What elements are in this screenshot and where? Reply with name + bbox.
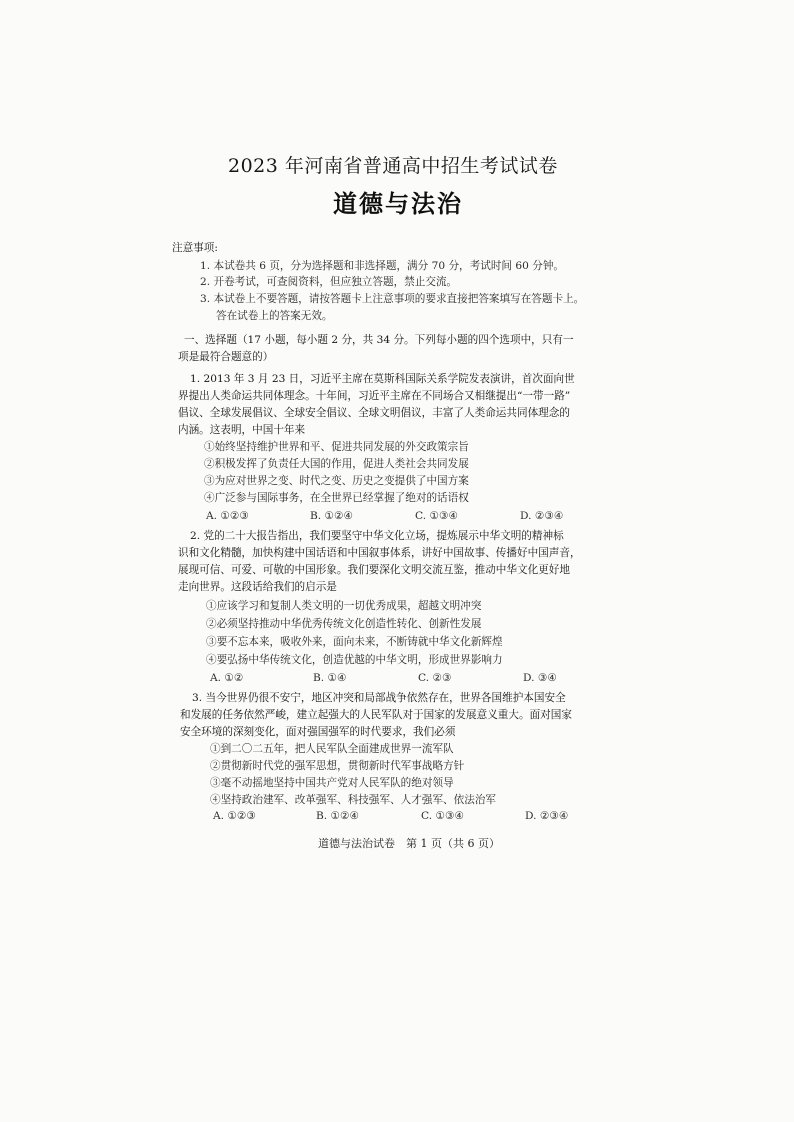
notice-heading: 注意事项: bbox=[172, 242, 218, 254]
question-stem: 3. 当今世界仍很不安宁，地区冲突和局部战争依然存在，世界各国维护本国安全 bbox=[192, 692, 566, 704]
statement: ①应该学习和复制人类文明的一切优秀成果，超越文明冲突 bbox=[206, 600, 482, 612]
statement: ③毫不动摇地坚持中国共产党对人民军队的绝对领导 bbox=[210, 777, 454, 789]
option-b: B. ①④ bbox=[313, 672, 347, 684]
statement: ④坚持政治建军、改革强军、科技强军、人才强军、依法治军 bbox=[210, 794, 497, 806]
section-heading-cont: 项是最符合题意的） bbox=[178, 351, 274, 363]
option-a: A. ①② bbox=[210, 672, 244, 684]
option-a: A. ①②③ bbox=[213, 810, 256, 822]
subject-title: 道德与法治 bbox=[333, 189, 463, 218]
option-c: C. ①③④ bbox=[421, 810, 464, 822]
notice-item: 1. 本试卷共 6 页，分为选择题和非选择题，满分 70 分，考试时间 60 分钟。 bbox=[200, 260, 565, 272]
question-stem: 和发展的任务依然严峻，建立起强大的人民军队对于国家的发展意义重大。面对国家 bbox=[180, 709, 572, 721]
notice-item: 3. 本试卷上不要答题，请按答题卡上注意事项的要求直接把答案填写在答题卡上。 bbox=[200, 293, 585, 305]
question-stem: 倡议、全球发展倡议、全球安全倡议、全球文明倡议，丰富了人类命运共同体理念的 bbox=[178, 407, 570, 419]
statement: ①到二〇二五年，把人民军队全面建成世界一流军队 bbox=[210, 743, 454, 755]
question-stem: 走向世界。这段话给我们的启示是 bbox=[178, 581, 337, 593]
option-a: A. ①②③ bbox=[206, 510, 249, 522]
statement: ④广泛参与国际事务，在全世界已经掌握了绝对的话语权 bbox=[204, 492, 469, 504]
statement: ③为应对世界之变、时代之变、历史之变提供了中国方案 bbox=[204, 475, 469, 487]
exam-title: 2023 年河南省普通高中招生考试试卷 bbox=[228, 155, 558, 177]
page-footer: 道德与法治试卷 第 1 页（共 6 页） bbox=[318, 837, 500, 850]
statement: ②积极发挥了负责任大国的作用，促进人类社会共同发展 bbox=[204, 458, 469, 470]
question-stem: 展现可信、可爱、可敬的中国形象。我们要深化文明交流互鉴，推动中华文化更好地 bbox=[178, 564, 570, 576]
option-c: C. ①③④ bbox=[415, 510, 458, 522]
statement: ④要弘扬中华传统文化，创造优越的中华文明，形成世界影响力 bbox=[206, 654, 503, 666]
option-b: B. ①②④ bbox=[310, 510, 354, 522]
answer-options bbox=[0, 511, 794, 523]
section-heading: 一、选择题（17 小题，每小题 2 分，共 34 分。下列每小题的四个选项中，只有一 bbox=[184, 334, 574, 346]
question-stem: 识和文化精髓，加快构建中国话语和中国叙事体系，讲好中国故事、传播好中国声音， bbox=[178, 547, 581, 559]
notice-item: 答在试卷上的答案无效。 bbox=[216, 310, 333, 322]
question-stem: 2. 党的二十大报告指出，我们要坚守中华文化立场，提炼展示中华文明的精神标 bbox=[190, 530, 564, 542]
statement: ②必须坚持推动中华优秀传统文化创造性转化、创新性发展 bbox=[206, 618, 482, 630]
question-stem: 1. 2013 年 3 月 23 日，习近平主席在莫斯科国际关系学院发表演讲，首次面向世 bbox=[190, 373, 575, 385]
question-stem: 内涵。这表明，中国十年来 bbox=[178, 424, 306, 436]
option-d: D. ③④ bbox=[523, 672, 557, 684]
statement: ②贯彻新时代党的强军思想，贯彻新时代军事战略方针 bbox=[210, 760, 465, 772]
option-b: B. ①②④ bbox=[316, 810, 360, 822]
answer-options bbox=[0, 811, 794, 823]
answer-options bbox=[0, 673, 794, 685]
question-stem: 界提出人类命运共同体理念。十年间，习近平主席在不同场合又相继提出“一带一路” bbox=[178, 390, 571, 402]
option-d: D. ②③④ bbox=[525, 810, 569, 822]
option-c: C. ②③ bbox=[418, 672, 452, 684]
statement: ③要不忘本来，吸收外来，面向未来，不断铸就中华文化新辉煌 bbox=[206, 636, 503, 648]
question-stem: 安全环境的深刻变化，面对强国强军的时代要求，我们必须 bbox=[180, 726, 456, 738]
notice-item: 2. 开卷考试，可查阅资料，但应独立答题，禁止交流。 bbox=[200, 276, 458, 288]
option-d: D. ②③④ bbox=[520, 510, 564, 522]
statement: ①始终坚持维护世界和平、促进共同发展的外交政策宗旨 bbox=[204, 441, 469, 453]
